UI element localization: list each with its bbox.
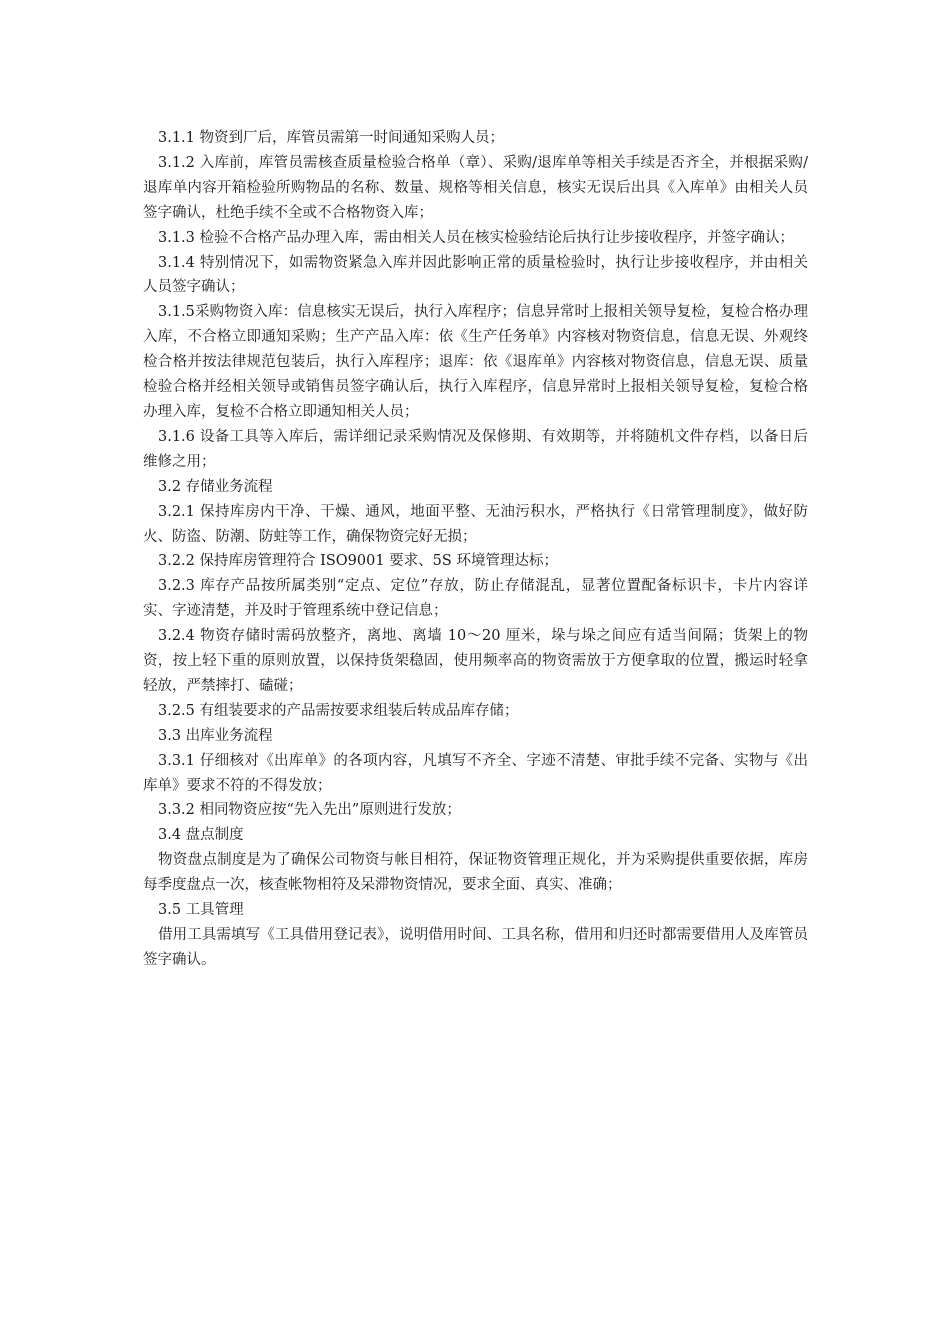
paragraph-3-1-1: 3.1.1 物资到厂后，库管员需第一时间通知采购人员； [158, 130, 505, 146]
section-heading-3-5: 3.5 工具管理 [158, 902, 244, 919]
paragraph-3-2-2: 3.2.2 保持库房管理符合 ISO9001 要求、5S 环境管理达标； [158, 553, 558, 570]
paragraph-3-2-5: 3.2.5 有组装要求的产品需按要求组装后转成品库存储； [158, 702, 519, 719]
paragraph-3-1-2: 3.1.2 入库前，库管员需核查质量检验合格单（章）、采购/退库单等相关手续是否齐全，并根据采购/退库单内容开箱检验所购物品的名称、数量、规格等相关信息，核实无误后出具《入库单》由相关人员签字确认，杜绝手续不全或不合格物资入库； [143, 154, 808, 221]
paragraph-3-2-4: 3.2.4 物资存储时需码放整齐，离地、离墙 10～20 厘米，垛与垛之间应有适当间隔；货架上的物资，按上轻下重的原则放置，以保持货架稳固，使用频率高的物资需放于方便拿取的位置，搬运时轻拿轻放，严禁摔打、磕碰； [143, 628, 808, 694]
paragraph-3-1-4: 3.1.4 特别情况下，如需物资紧急入库并因此影响正常的质量检验时，执行让步接收程序，并由相关人员签字确认； [143, 254, 808, 296]
paragraph-3-3-1: 3.3.1 仔细核对《出库单》的各项内容，凡填写不齐全、字迹不清楚、审批手续不完备、实物与《出库单》要求不符的不得发放； [143, 752, 808, 794]
paragraph-3-2-1: 3.2.1 保持库房内干净、干燥、通风，地面平整、无油污积水，严格执行《日常管理制度》，做好防火、防盗、防潮、防蛀等工作，确保物资完好无损； [143, 503, 808, 545]
paragraph-3-1-6: 3.1.6 设备工具等入库后，需详细记录采购情况及保修期、有效期等，并将随机文件存档，以备日后维修之用； [143, 428, 808, 470]
paragraph-3-1-5: 3.1.5采购物资入库：信息核实无误后，执行入库程序；信息异常时上报相关领导复检，复检合格办理入库，不合格立即通知采购；生产产品入库：依《生产任务单》内容核对物资信息，信息无误、外观终检合格并按法律规范包装后，执行入库程序；退库：依《退库单》内容核对物资信息，信息无误、质量检验合格并经相关领导或销售员签字确认后，执行入库程序，信息异常时上报相关领导复检，复检合格办理入库，复检不合格立即通知相关人员； [143, 304, 808, 420]
section-heading-3-2: 3.2 存储业务流程 [158, 478, 273, 495]
document-body [143, 126, 808, 973]
paragraph-tool-management: 借用工具需填写《工具借用登记表》，说明借用时间、工具名称，借用和归还时都需要借用人及库管员签字确认。 [143, 927, 808, 968]
paragraph-inventory-policy: 物资盘点制度是为了确保公司物资与帐目相符，保证物资管理正规化，并为采购提供重要依据，库房每季度盘点一次，核查帐物相符及呆滞物资情况，要求全面、真实、准确； [143, 852, 808, 894]
paragraph-3-1-3: 3.1.3 检验不合格产品办理入库，需由相关人员在核实检验结论后执行让步接收程序，并签字确认； [158, 229, 794, 246]
section-heading-3-4: 3.4 盘点制度 [158, 827, 244, 844]
paragraph-3-3-2: 3.3.2 相同物资应按“先入先出”原则进行发放； [158, 802, 461, 819]
section-heading-3-3: 3.3 出库业务流程 [158, 727, 273, 744]
paragraph-3-2-3: 3.2.3 库存产品按所属类别“定点、定位”存放，防止存储混乱，显著位置配备标识卡，卡片内容详实、字迹清楚，并及时于管理系统中登记信息； [143, 578, 808, 620]
